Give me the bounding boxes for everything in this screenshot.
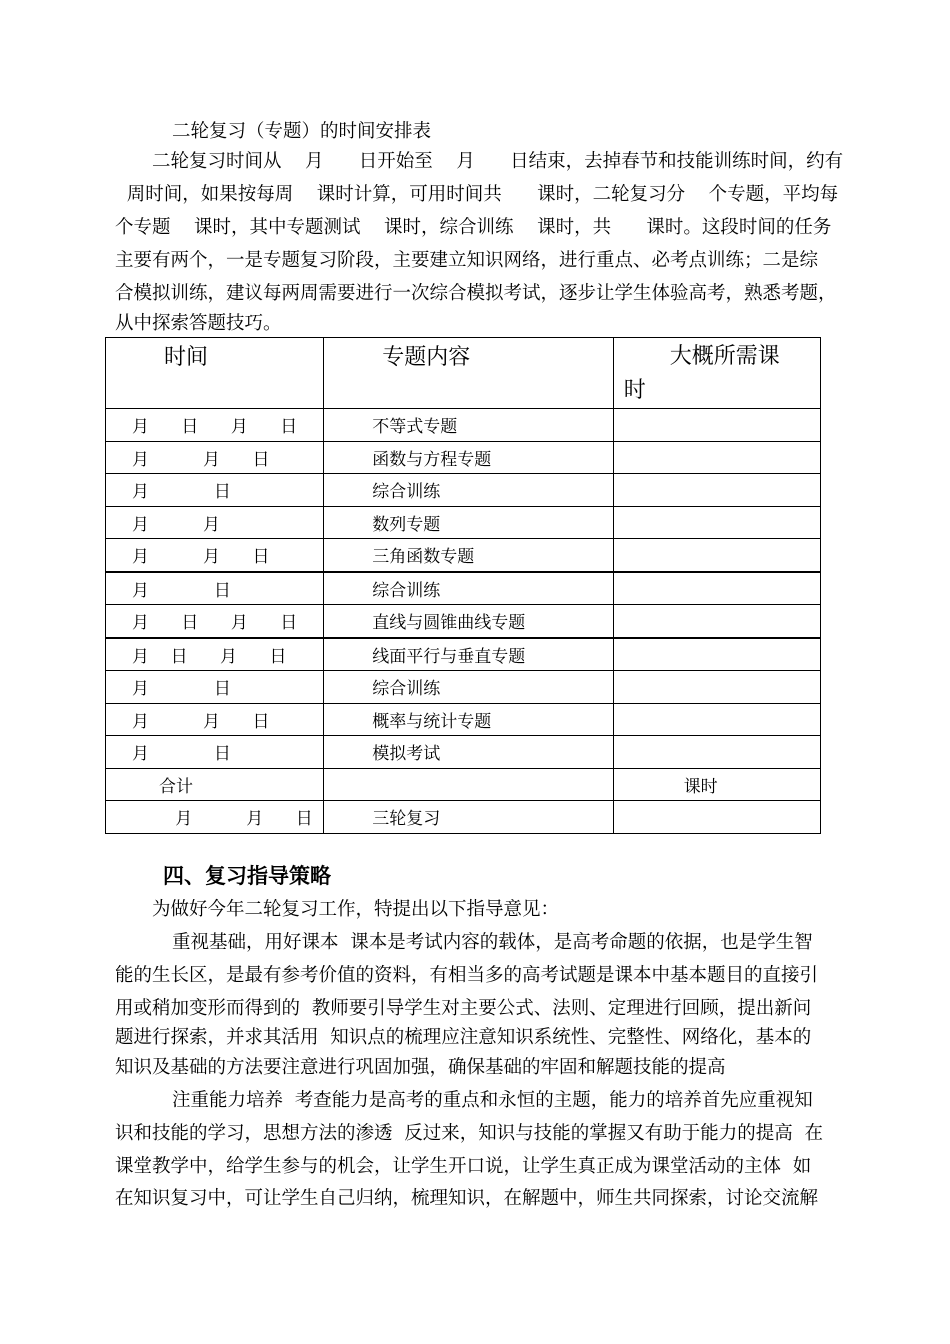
topic-cell: 数列专题 [324, 506, 613, 539]
section-heading: 四、复习指导策略 [163, 864, 331, 888]
time-cell: 月 月 日 [106, 801, 324, 834]
table-row [106, 506, 821, 539]
topic-cell: 综合训练 [324, 671, 613, 704]
topic-cell: 综合训练 [324, 474, 613, 507]
hours-cell [613, 671, 820, 704]
intro-line: 合模拟训练，建议每两周需要进行一次综合模拟考试，逐步让学生体验高考，熟悉考题， [115, 283, 837, 304]
time-cell: 月 日 月 日 [106, 605, 324, 638]
header-hours-line2: 时 [623, 378, 646, 403]
table-row-total [106, 768, 821, 801]
body-line: 用或稍加变形而得到的 教师要引导学生对主要公式、法则、定理进行回顾，提出新问 [115, 998, 812, 1019]
table-row [106, 605, 821, 638]
table-row [106, 474, 821, 507]
table-row [106, 703, 821, 736]
hours-cell [613, 539, 820, 572]
topic-cell: 不等式专题 [324, 409, 613, 442]
time-cell: 月 月 日 [106, 539, 324, 572]
header-hours-line1: 大概所需课 [669, 344, 780, 369]
time-cell: 月 月 [106, 506, 324, 539]
header-hours [613, 338, 820, 409]
topic-cell: 综合训练 [324, 572, 613, 605]
time-cell: 月 月 日 [106, 441, 324, 474]
time-cell: 月 日 [106, 671, 324, 704]
topic-cell [324, 768, 613, 801]
topic-cell: 三角函数专题 [324, 539, 613, 572]
time-cell: 月 日 月 日 [106, 409, 324, 442]
time-cell: 月 日 [106, 572, 324, 605]
hours-cell [613, 474, 820, 507]
intro-line: 主要有两个，一是专题复习阶段，主要建立知识网络，进行重点、必考点训练；二是综 [115, 250, 819, 271]
intro-line: 从中探索答题技巧。 [115, 313, 282, 334]
total-label-cell: 合计 [106, 768, 324, 801]
body-line: 能的生长区，是最有参考价值的资料，有相当多的高考试题是课本中基本题目的直接引 [115, 965, 819, 986]
topic-cell: 函数与方程专题 [324, 441, 613, 474]
hours-cell [613, 638, 820, 671]
table-row [106, 572, 821, 605]
body-line: 注重能力培养 考查能力是高考的重点和永恒的主题，能力的培养首先应重视知 [172, 1090, 813, 1111]
time-cell: 月 月 日 [106, 703, 324, 736]
time-cell: 月 日 [106, 736, 324, 769]
table-header-row [106, 338, 821, 409]
body-line: 识和技能的学习，思想方法的渗透 反过来，知识与技能的掌握又有助于能力的提高 在 [115, 1123, 824, 1144]
table-row [106, 671, 821, 704]
topic-cell: 线面平行与垂直专题 [324, 638, 613, 671]
hours-cell [613, 441, 820, 474]
intro-line: 个专题 课时，其中专题测试 课时，综合训练 课时，共 课时。这段时间的任务 [115, 217, 832, 238]
hours-cell [613, 703, 820, 736]
hours-cell [613, 736, 820, 769]
schedule-table [105, 337, 821, 834]
body-line: 在知识复习中，可让学生自己归纳，梳理知识，在解题中，师生共同探索，讨论交流解 [115, 1188, 819, 1209]
header-time: 时间 [106, 338, 324, 409]
body-line: 课堂教学中，给学生参与的机会，让学生开口说，让学生真正成为课堂活动的主体 如 [115, 1156, 812, 1177]
table-row [106, 409, 821, 442]
hours-cell [613, 801, 820, 834]
table-row [106, 736, 821, 769]
body-line: 知识及基础的方法要注意进行巩固加强，确保基础的牢固和解题技能的提高 [115, 1057, 726, 1078]
table-row [106, 801, 821, 834]
topic-cell: 模拟考试 [324, 736, 613, 769]
hours-cell [613, 572, 820, 605]
time-cell: 月 日 月 日 [106, 638, 324, 671]
intro-line: 周时间，如果按每周 课时计算，可用时间共 课时，二轮复习分 个专题，平均每 [115, 184, 839, 205]
hours-cell [613, 409, 820, 442]
hours-cell [613, 506, 820, 539]
table-row [106, 638, 821, 671]
hours-cell [613, 605, 820, 638]
body-line: 为做好今年二轮复习工作，特提出以下指导意见： [152, 899, 560, 920]
topic-cell: 直线与圆锥曲线专题 [324, 605, 613, 638]
body-line: 题进行探索，并求其活用 知识点的梳理应注意知识系统性、完整性、网络化，基本的 [115, 1027, 812, 1048]
table-row [106, 539, 821, 572]
total-hours-cell: 课时 [613, 768, 820, 801]
body-line: 重视基础，用好课本 课本是考试内容的载体，是高考命题的依据，也是学生智 [172, 932, 813, 953]
time-cell: 月 日 [106, 474, 324, 507]
schedule-title: 二轮复习（专题）的时间安排表 [172, 121, 432, 142]
header-topic: 专题内容 [324, 338, 613, 409]
topic-cell: 概率与统计专题 [324, 703, 613, 736]
topic-cell: 三轮复习 [324, 801, 613, 834]
table-row [106, 441, 821, 474]
intro-line: 二轮复习时间从 月 日开始至 月 日结束，去掉春节和技能训练时间，约有 [152, 151, 844, 172]
